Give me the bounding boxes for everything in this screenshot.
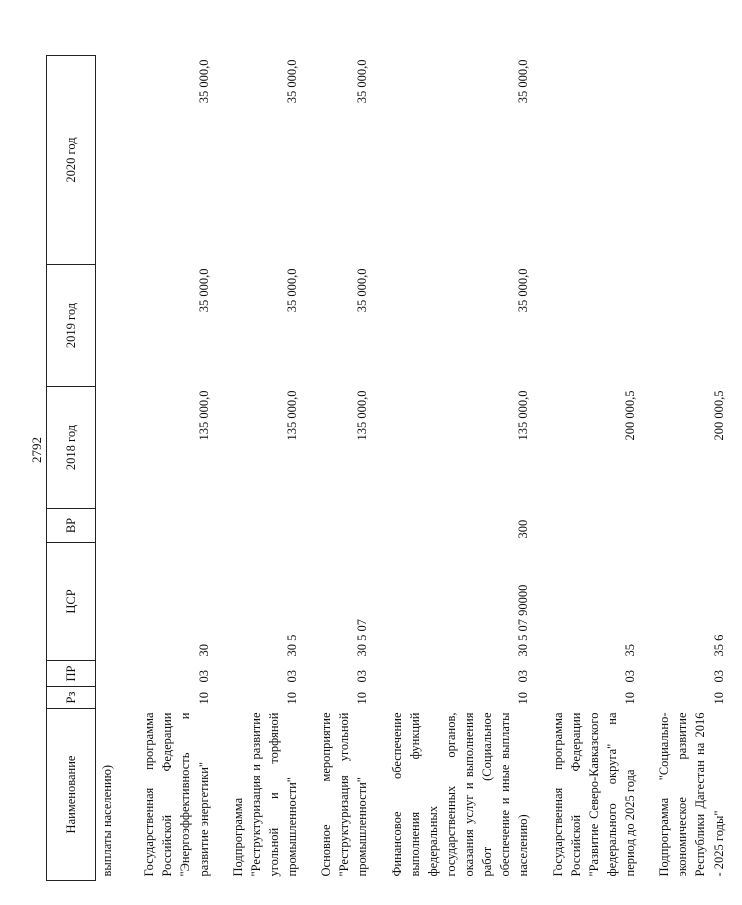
table-row	[227, 56, 316, 881]
cell-y2018: 135 000,0	[355, 390, 370, 441]
cell-rz: 10	[196, 692, 211, 705]
cell-name: Подпрограмма "Социально-экономическое развитие Республики Дагестан на 2016 - 2025 годы"	[657, 712, 726, 877]
table-row	[653, 56, 742, 881]
cell-csr: 30 5 07	[355, 619, 370, 657]
cell-pr: 03	[196, 670, 211, 683]
cell-pr: 03	[711, 670, 726, 683]
table-row	[547, 56, 654, 881]
cell-vr: 300	[516, 519, 531, 539]
cell-name: Государственная программа Российской Федерации "Энергоэффективность и развитие энергетики"	[142, 712, 211, 877]
cell-y2019: 35 000,0	[355, 268, 370, 313]
header-2020: 2020 год	[47, 56, 96, 265]
cell-rz: 10	[516, 692, 531, 705]
header-csr: ЦСР	[47, 543, 96, 661]
cell-vr	[547, 509, 654, 543]
cell-csr: 30 5	[285, 634, 299, 657]
table-row	[138, 56, 227, 881]
cell-y2020: 35 000,0	[355, 59, 370, 104]
cell-vr	[227, 509, 316, 543]
header-vr: ВР	[47, 509, 96, 543]
continuation-text: выплаты населению)	[100, 764, 114, 877]
cell-csr: 30	[196, 644, 211, 657]
budget-table	[46, 55, 742, 881]
cell-rz: 10	[355, 692, 370, 705]
table-row	[386, 56, 547, 881]
cell-rz: 10	[285, 692, 299, 705]
cell-pr: 03	[516, 670, 531, 683]
cell-y2018: 200 000,5	[623, 390, 637, 441]
cell-y2020	[653, 56, 742, 265]
cell-vr	[653, 509, 742, 543]
cell-y2020	[547, 56, 654, 265]
cell-vr	[138, 509, 227, 543]
header-row	[47, 56, 96, 881]
cell-y2020: 35 000,0	[285, 59, 299, 104]
header-name: Наименование	[47, 709, 96, 881]
cell-y2019: 35 000,0	[285, 268, 299, 313]
cell-y2019: 35 000,0	[196, 268, 211, 313]
page-number: 2792	[29, 437, 44, 463]
cell-pr: 03	[285, 670, 299, 683]
header-pr: ПР	[47, 661, 96, 687]
cell-y2019: 35 000,0	[516, 268, 531, 313]
cell-pr: 03	[355, 670, 370, 683]
cell-y2020: 35 000,0	[516, 59, 531, 104]
cell-rz: 10	[623, 692, 637, 705]
header-2019: 2019 год	[47, 265, 96, 387]
header-2018: 2018 год	[47, 387, 96, 509]
header-rz: Рз	[47, 687, 96, 709]
cell-pr: 03	[623, 670, 637, 683]
rotated-budget-table	[46, 56, 726, 881]
cell-name: Государственная программа Российской Федерации "Развитие Северо-Кавказского федерального округа" на период до 2025 года	[550, 712, 637, 877]
cell-y2019	[653, 265, 742, 387]
cell-y2020: 35 000,0	[196, 59, 211, 104]
cell-rz: 10	[711, 692, 726, 705]
cell-name: Финансовое обеспечение выполнения функций федеральных государственных органов, оказания услуг и выполнения работ (Социальное обеспечение и иные выплаты населению)	[389, 712, 531, 877]
cell-y2018: 135 000,0	[196, 390, 211, 441]
cell-y2019	[547, 265, 654, 387]
cell-csr: 30 5 07 90000	[516, 584, 531, 657]
cell-name: Подпрограмма "Реструктуризация и развитие угольной и торфяной промышленности"	[230, 712, 299, 877]
cell-name: Основное мероприятие "Реструктуризация угольной промышленности"	[319, 712, 370, 877]
cell-csr: 35	[623, 644, 637, 657]
cell-y2018: 135 000,0	[285, 390, 299, 441]
continuation-row	[96, 56, 139, 881]
cell-vr	[315, 509, 385, 543]
cell-y2018: 200 000,5	[711, 390, 726, 441]
cell-y2018: 135 000,0	[516, 390, 531, 441]
table-row	[315, 56, 385, 881]
cell-csr: 35 6	[711, 634, 726, 657]
